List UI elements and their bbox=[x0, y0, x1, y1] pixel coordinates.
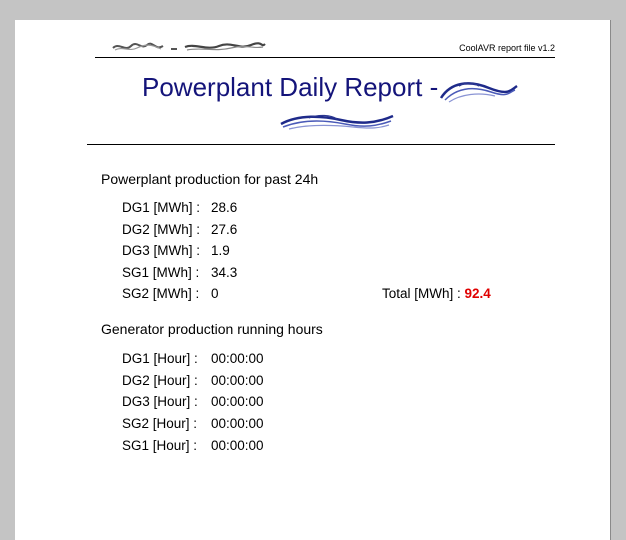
production-row-sg1 bbox=[122, 265, 237, 280]
hours-label: SG2 [Hour] : bbox=[122, 416, 198, 431]
total-production bbox=[382, 286, 491, 301]
production-row-dg2 bbox=[122, 222, 237, 237]
production-row-dg3 bbox=[122, 243, 230, 258]
scribble-logo-icon bbox=[111, 40, 266, 56]
hours-row-dg2 bbox=[122, 373, 264, 388]
hours-value: 00:00:00 bbox=[211, 394, 264, 409]
production-label: SG1 [MWh] : bbox=[122, 265, 200, 280]
production-row-sg2 bbox=[122, 286, 219, 301]
hours-label: DG1 [Hour] : bbox=[122, 351, 198, 366]
page-title: Powerplant Daily Report - bbox=[142, 72, 439, 102]
production-label: DG3 [MWh] : bbox=[122, 243, 201, 258]
production-label: SG2 [MWh] : bbox=[122, 286, 200, 301]
hours-row-sg2 bbox=[122, 416, 264, 431]
production-label: DG2 [MWh] : bbox=[122, 222, 201, 237]
hours-value: 00:00:00 bbox=[211, 416, 264, 431]
report-file-version: CoolAVR report file v1.2 bbox=[459, 43, 555, 53]
hours-row-dg3 bbox=[122, 394, 264, 409]
swoosh-logo-icon bbox=[439, 78, 519, 108]
production-value: 28.6 bbox=[211, 200, 238, 215]
header-divider bbox=[95, 57, 555, 58]
production-value: 0 bbox=[211, 286, 219, 301]
production-value: 27.6 bbox=[211, 222, 238, 237]
production-label: DG1 [MWh] : bbox=[122, 200, 201, 215]
swoosh-underline-icon bbox=[279, 110, 395, 132]
hours-value: 00:00:00 bbox=[211, 438, 264, 453]
production-row-dg1 bbox=[122, 200, 237, 215]
hours-value: 00:00:00 bbox=[211, 351, 264, 366]
hours-label: SG1 [Hour] : bbox=[122, 438, 198, 453]
hours-row-dg1 bbox=[122, 351, 264, 366]
hours-row-sg1 bbox=[122, 438, 264, 453]
production-value: 1.9 bbox=[211, 243, 230, 258]
report-page bbox=[15, 20, 610, 540]
total-value: 92.4 bbox=[464, 286, 491, 301]
production-heading: Powerplant production for past 24h bbox=[101, 171, 319, 187]
title-divider bbox=[87, 144, 555, 145]
total-label: Total [MWh] : bbox=[382, 286, 461, 301]
hours-value: 00:00:00 bbox=[211, 373, 264, 388]
hours-label: DG2 [Hour] : bbox=[122, 373, 198, 388]
hours-label: DG3 [Hour] : bbox=[122, 394, 198, 409]
production-value: 34.3 bbox=[211, 265, 238, 280]
hours-heading: Generator production running hours bbox=[101, 321, 323, 337]
